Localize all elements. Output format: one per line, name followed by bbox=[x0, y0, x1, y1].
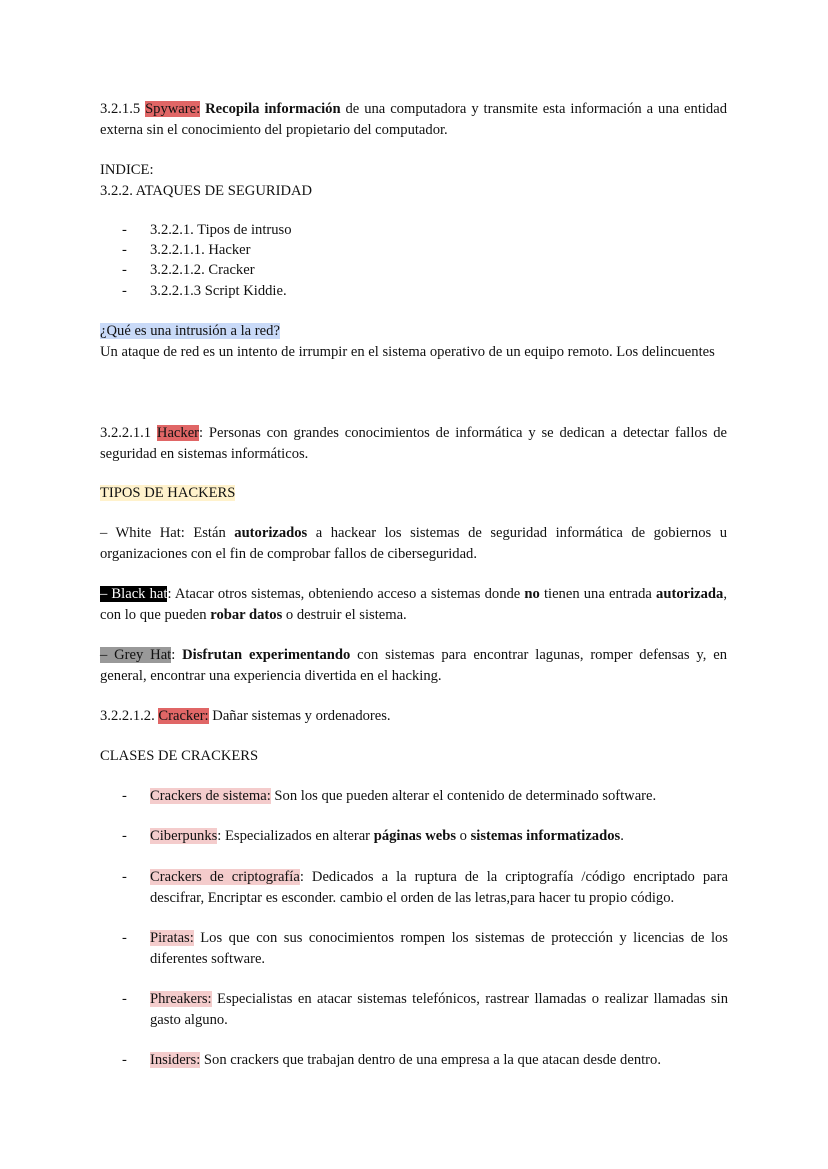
bullet-dash: - bbox=[122, 930, 127, 946]
insiders-text: Son crackers que trabajan dentro de una empresa a la que atacan desde dentro. bbox=[200, 1052, 661, 1068]
black-hat-bold: autorizada bbox=[656, 586, 724, 602]
piratas-term: Piratas: bbox=[150, 930, 194, 946]
white-hat-bold: autorizados bbox=[234, 525, 308, 541]
indice-item-text: 3.2.2.1.1. Hacker bbox=[150, 242, 251, 258]
white-hat-paragraph bbox=[100, 523, 727, 564]
intrusion-question: ¿Qué es una intrusión a la red? bbox=[100, 323, 280, 339]
bullet-dash: - bbox=[122, 869, 127, 885]
indice-item-text: 3.2.2.1.3 Script Kiddie. bbox=[150, 283, 287, 299]
phreakers-term: Phreakers: bbox=[150, 991, 212, 1007]
bullet-dash: - bbox=[122, 242, 127, 258]
bullet-dash: - bbox=[122, 283, 127, 299]
indice-label: INDICE: bbox=[100, 162, 154, 178]
indice-item bbox=[122, 281, 728, 302]
bullet-dash: - bbox=[122, 1052, 127, 1068]
list-item bbox=[122, 1050, 728, 1071]
black-hat-label: – Black hat bbox=[100, 586, 168, 602]
cracker-term: Cracker: bbox=[158, 708, 209, 724]
clases-crackers-title: CLASES DE CRACKERS bbox=[100, 748, 259, 764]
cracker-definition: Dañar sistemas y ordenadores. bbox=[208, 708, 391, 724]
white-hat-text: – White Hat: Están bbox=[100, 525, 235, 541]
crackers-sistema-text: Son los que pueden alterar el contenido de determinado software. bbox=[270, 788, 657, 804]
spyware-number: 3.2.1.5 bbox=[100, 101, 146, 117]
grey-hat-text: con sistemas para encontrar lagunas, romper defensas y, en general, encontrar una experiencia divertida en el hacking. bbox=[100, 647, 728, 684]
grey-hat-text: : bbox=[171, 647, 183, 663]
bullet-dash: - bbox=[122, 828, 127, 844]
spyware-paragraph bbox=[100, 99, 727, 140]
ciberpunks-text: : Especializados en alterar bbox=[217, 828, 374, 844]
list-item bbox=[122, 989, 728, 1030]
phreakers-text: Especialistas en atacar sistemas telefónicos, rastrear llamadas o realizar llamadas sin gasto alguno. bbox=[150, 991, 728, 1028]
ciberpunks-text: . bbox=[620, 828, 624, 844]
ciberpunks-term: Ciberpunks bbox=[150, 828, 218, 844]
tipos-hackers-title-line bbox=[100, 483, 727, 504]
white-hat-text: a hackear los sistemas de seguridad informática de gobiernos u organizaciones con el fin de comprobar fallos de ciberseguridad. bbox=[100, 525, 727, 562]
black-hat-text: : Atacar otros sistemas, obteniendo acceso a sistemas donde bbox=[167, 586, 525, 602]
black-hat-text: , con lo que pueden bbox=[100, 586, 727, 623]
hacker-definition: : Personas con grandes conocimientos de informática y se dedican a detectar fallos de seguridad en sistemas informáticos. bbox=[100, 425, 727, 462]
list-item bbox=[122, 786, 728, 807]
hacker-number: 3.2.2.1.1 bbox=[100, 425, 157, 441]
ciberpunks-text: o bbox=[456, 828, 471, 844]
crackers-sistema-term: Crackers de sistema: bbox=[150, 788, 271, 804]
spyware-bold: Recopila información bbox=[205, 101, 341, 117]
black-hat-bold: no bbox=[524, 586, 540, 602]
indice-item-text: 3.2.2.1. Tipos de intruso bbox=[150, 222, 292, 238]
bullet-dash: - bbox=[122, 991, 127, 1007]
cracker-number: 3.2.2.1.2. bbox=[100, 708, 159, 724]
grey-hat-label: – Grey Hat bbox=[100, 647, 172, 663]
piratas-text: Los que con sus conocimientos rompen los sistemas de protección y licencias de los diferentes software. bbox=[150, 930, 728, 967]
insiders-term: Insiders: bbox=[150, 1052, 201, 1068]
list-item bbox=[122, 826, 728, 847]
black-hat-text: tienen una entrada bbox=[539, 586, 657, 602]
indice-section bbox=[100, 160, 727, 201]
grey-hat-paragraph bbox=[100, 645, 727, 686]
indice-item bbox=[122, 260, 728, 281]
bullet-dash: - bbox=[122, 262, 127, 278]
indice-item bbox=[122, 240, 728, 261]
ciberpunks-bold: páginas webs bbox=[373, 828, 457, 844]
hacker-paragraph bbox=[100, 423, 727, 464]
ciberpunks-bold: sistemas informatizados bbox=[470, 828, 621, 844]
hacker-term: Hacker bbox=[156, 425, 200, 441]
cripto-term: Crackers de criptografía bbox=[150, 869, 300, 885]
black-hat-text: o destruir el sistema. bbox=[282, 606, 407, 623]
spyware-definition: de una computadora y transmite esta información a una entidad externa sin el conocimiento del propietario del computador. bbox=[100, 101, 727, 138]
list-item bbox=[122, 867, 728, 908]
bullet-dash: - bbox=[122, 788, 127, 804]
tipos-hackers-title: TIPOS DE HACKERS bbox=[100, 485, 236, 501]
intrusion-section bbox=[100, 321, 727, 362]
indice-item-text: 3.2.2.1.2. Cracker bbox=[150, 262, 255, 278]
indice-item bbox=[122, 220, 728, 241]
spyware-term: Spyware: bbox=[145, 101, 201, 117]
cracker-paragraph bbox=[100, 706, 727, 727]
indice-heading: 3.2.2. ATAQUES DE SEGURIDAD bbox=[100, 182, 313, 199]
cripto-text: : Dedicados a la ruptura de la criptografía /código encriptado para descifrar, Encriptar es esconder. cambio el orden de las letras,para hacer tu propio código. bbox=[150, 869, 728, 906]
black-hat-bold: robar datos bbox=[210, 606, 283, 623]
list-item bbox=[122, 928, 728, 969]
grey-hat-bold: Disfrutan experimentando bbox=[182, 647, 351, 663]
bullet-dash: - bbox=[122, 222, 127, 238]
black-hat-paragraph bbox=[100, 584, 727, 625]
intrusion-answer: Un ataque de red es un intento de irrumpir en el sistema operativo de un equipo remoto. Los delincuentes bbox=[100, 343, 715, 360]
